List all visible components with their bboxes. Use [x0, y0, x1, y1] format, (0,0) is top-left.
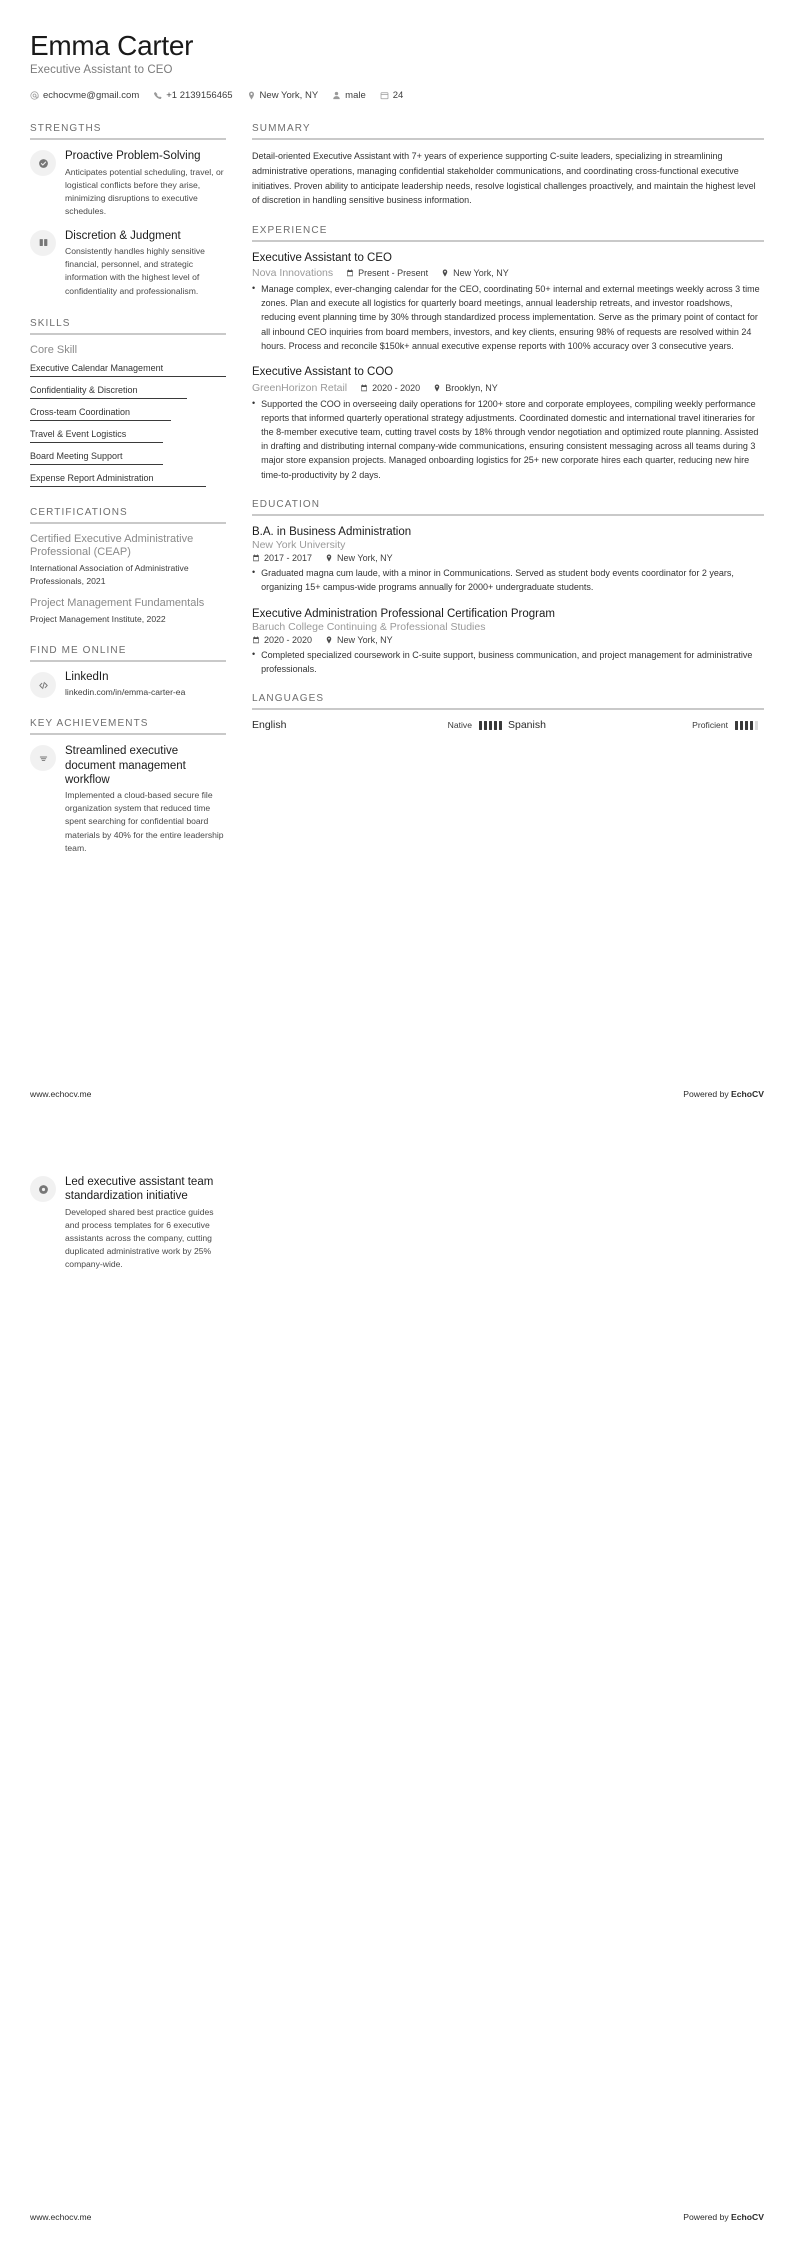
- education-title: Executive Administration Professional Certification Program: [252, 607, 555, 620]
- experience-meta: [252, 382, 764, 394]
- contact-location: [247, 90, 319, 101]
- location-icon: [433, 384, 441, 392]
- footer-powered-by: [683, 2212, 764, 2222]
- footer-powered-prefix: Powered by: [683, 1089, 732, 1099]
- section-languages: [252, 693, 764, 738]
- section-title-find-me-online: FIND ME ONLINE: [30, 645, 127, 657]
- section-key-achievements: [30, 718, 226, 854]
- achievement-item: [30, 744, 226, 854]
- phone-icon: [153, 91, 162, 100]
- education-dates-value: 2017 - 2017: [264, 553, 313, 564]
- check-circle-icon: [30, 150, 56, 176]
- section-divider: [252, 708, 764, 710]
- section-divider: [252, 138, 764, 140]
- email-icon: [30, 91, 39, 100]
- lines-icon: [30, 745, 56, 771]
- skill-item: [30, 473, 226, 487]
- experience-description: [252, 282, 764, 353]
- calendar-icon: [360, 384, 368, 392]
- calendar-icon: [380, 91, 389, 100]
- language-level: Native: [447, 720, 472, 731]
- location-icon: [441, 269, 449, 277]
- experience-location: [441, 268, 509, 278]
- skill-name: Confidentiality & Discretion: [30, 384, 138, 395]
- strength-item: [30, 149, 226, 218]
- section-title-skills: SKILLS: [30, 317, 71, 329]
- section-title-summary: SUMMARY: [252, 123, 311, 135]
- language-name: Spanish: [508, 719, 546, 732]
- experience-location-value: Brooklyn, NY: [445, 382, 498, 393]
- skill-level-bar: [30, 486, 206, 487]
- calendar-icon: [346, 269, 354, 277]
- experience-organization: Nova Innovations: [252, 267, 334, 280]
- skill-item: [30, 385, 226, 399]
- candidate-job-title: Executive Assistant to CEO: [30, 64, 173, 77]
- education-entry: [252, 525, 764, 595]
- page-footer: [30, 2212, 764, 2222]
- footer-brand: EchoCV: [731, 1089, 764, 1099]
- experience-location: [433, 383, 498, 393]
- certification-title: Certified Executive Administrative Professional (CEAP): [30, 532, 194, 559]
- footer-brand: EchoCV: [731, 2212, 764, 2222]
- certification-issuer: International Association of Administrative Professionals, 2021: [30, 563, 189, 586]
- strength-title: Proactive Problem-Solving: [65, 150, 201, 163]
- achievement-title: Led executive assistant team standardization initiative: [65, 1176, 214, 1203]
- section-title-experience: EXPERIENCE: [252, 224, 328, 236]
- education-meta: [252, 635, 764, 645]
- certification-title: Project Management Fundamentals: [30, 597, 205, 610]
- experience-dates-value: 2020 - 2020: [372, 382, 421, 393]
- section-title-key-achievements: KEY ACHIEVEMENTS: [30, 718, 149, 730]
- education-dates: [252, 635, 312, 645]
- experience-entry: [252, 251, 764, 353]
- section-education: [252, 499, 764, 677]
- education-description-text: Graduated magna cum laude, with a minor in Communications. Served as student body events coordinator for 2 years, organizing 15+ campus-wide programs annually for 2000+ undergraduate students.: [261, 568, 734, 593]
- skill-item: [30, 363, 226, 377]
- bullet-dot: •: [252, 397, 256, 408]
- section-title-certifications: CERTIFICATIONS: [30, 506, 128, 518]
- calendar-icon: [252, 636, 260, 644]
- section-divider: [252, 240, 764, 242]
- contact-phone[interactable]: [153, 90, 232, 101]
- contact-email-value: echocvme@gmail.com: [43, 90, 140, 102]
- experience-description-text: Manage complex, ever-changing calendar for the CEO, coordinating 50+ internal and external meetings weekly across 3 time zones. Plan and execute all logistics for quarterly board meetings, annual leadership retreats, and investor roadshows, reducing event planning time by 30% through standardized process implementation. Serve as the primary point of contact for all inbound CEO inquiries from board members, investors, and key clients, ensuring 98% of requests are resolved within 24 hours. Process and reconcile $150k+ annual executive expense reports with 100% accuracy over 3 consecutive years.: [261, 284, 760, 351]
- contact-age-value: 24: [392, 90, 404, 102]
- candidate-name: Emma Carter: [30, 30, 194, 61]
- skill-name: Board Meeting Support: [30, 450, 123, 461]
- contact-gender-value: male: [345, 90, 366, 102]
- contact-gender: [332, 90, 366, 101]
- education-entry: [252, 607, 764, 677]
- experience-title: Executive Assistant to COO: [252, 366, 394, 379]
- contact-email[interactable]: [30, 90, 139, 101]
- contact-location-value: New York, NY: [259, 90, 319, 102]
- education-location-value: New York, NY: [337, 553, 393, 564]
- section-experience: [252, 225, 764, 482]
- section-title-languages: LANGUAGES: [252, 693, 325, 705]
- skill-level-bar: [30, 376, 226, 377]
- experience-title: Executive Assistant to CEO: [252, 251, 392, 264]
- experience-description-text: Supported the COO in overseeing daily operations for 1200+ store and corporate employees, compiling weekly performance reports that informed quarterly operational strategy adjustments. Coordinated domestic and international travel itineraries for the 8-member executive team, cutting travel costs by 18% through vendor negotiation and optimized route planning. Assisted in drafting and distributing internal company-wide communications, ensuring consistent messaging across all teams during 3 major store expansion projects. Managed onboarding logistics for 25+ new corporate hires each quarter, reducing new hire time-to-productivity by 2 days.: [261, 398, 759, 480]
- education-description-text: Completed specialized coursework in C-suite support, business communication, and project management for administrative professionals.: [261, 650, 753, 675]
- section-divider: [30, 522, 226, 524]
- education-organization: Baruch College Continuing & Professional Studies: [252, 621, 486, 634]
- experience-description: [252, 397, 764, 482]
- certification-issuer: Project Management Institute, 2022: [30, 613, 166, 624]
- contact-phone-value: +1 2139156465: [166, 90, 233, 102]
- bullet-dot: •: [252, 567, 256, 578]
- certification-item: [30, 597, 226, 625]
- education-location-value: New York, NY: [337, 635, 393, 646]
- skill-item: [30, 407, 226, 421]
- section-find-me-online: [30, 645, 226, 698]
- education-description: [252, 648, 764, 676]
- skill-name: Executive Calendar Management: [30, 362, 164, 373]
- resume-header: [30, 30, 764, 101]
- skill-level-bar: [30, 398, 187, 399]
- education-description: [252, 566, 764, 594]
- body-columns: [30, 123, 764, 874]
- resume-page-2: [0, 1123, 794, 2246]
- body-columns-page2: [30, 1175, 764, 1282]
- bullet-dot: •: [252, 649, 256, 660]
- section-divider: [30, 733, 226, 735]
- footer-site[interactable]: www.echocv.me: [30, 1089, 92, 1099]
- person-icon: [332, 91, 341, 100]
- languages-grid: [252, 719, 764, 738]
- link-item-linkedin[interactable]: [30, 671, 226, 698]
- footer-site[interactable]: www.echocv.me: [30, 2212, 92, 2222]
- bullet-dot: •: [252, 283, 256, 294]
- section-divider: [30, 138, 226, 140]
- strength-item: [30, 229, 226, 298]
- page-footer: [30, 1089, 764, 1099]
- experience-organization: GreenHorizon Retail: [252, 381, 348, 394]
- link-title: LinkedIn: [65, 671, 109, 684]
- calendar-icon: [252, 554, 260, 562]
- language-level: Proficient: [692, 720, 728, 731]
- skill-level-bar: [30, 464, 163, 465]
- target-icon: [30, 1176, 56, 1202]
- language-rating-dots: [735, 721, 758, 730]
- location-icon: [247, 91, 256, 100]
- skill-level-bar: [30, 420, 171, 421]
- section-title-education: EDUCATION: [252, 498, 321, 510]
- skill-group-name: Core Skill: [30, 343, 78, 356]
- experience-dates: [360, 383, 420, 393]
- skill-name: Travel & Event Logistics: [30, 428, 127, 439]
- section-divider: [252, 514, 764, 516]
- education-title: B.A. in Business Administration: [252, 525, 412, 538]
- achievement-item: [30, 1175, 226, 1271]
- skill-name: Expense Report Administration: [30, 472, 154, 483]
- experience-entry: [252, 365, 764, 482]
- skill-name: Cross-team Coordination: [30, 406, 131, 417]
- left-column: [30, 123, 226, 874]
- skill-item: [30, 429, 226, 443]
- contact-row: [30, 90, 764, 101]
- right-column: [252, 123, 764, 755]
- section-title-strengths: STRENGTHS: [30, 123, 102, 135]
- strength-desc: Consistently handles highly sensitive financial, personnel, and strategic information with the highest level of confidentiality and professionalism.: [65, 246, 205, 296]
- experience-dates: [346, 268, 428, 278]
- education-location: [325, 553, 393, 563]
- education-location: [325, 635, 393, 645]
- skill-level-bar: [30, 442, 163, 443]
- skill-item: [30, 451, 226, 465]
- section-strengths: [30, 123, 226, 297]
- summary-text: Detail-oriented Executive Assistant with 7+ years of experience supporting C-suite leaders, specializing in streamlining administrative operations, managing confidential stakeholder communications, and coordinating cross-functional executive initiatives. Proven ability to anticipate leadership needs, resolve logistical challenges proactively, and maintain the highest level of discretion in handling sensitive business information.: [252, 151, 756, 206]
- link-url: linkedin.com/in/emma-carter-ea: [65, 687, 186, 698]
- section-skills: [30, 318, 226, 487]
- experience-location-value: New York, NY: [453, 268, 509, 279]
- book-icon: [30, 230, 56, 256]
- language-name: English: [252, 719, 287, 732]
- language-item: [252, 719, 508, 731]
- section-certifications: [30, 507, 226, 626]
- education-dates-value: 2020 - 2020: [264, 635, 313, 646]
- achievement-desc: Implemented a cloud-based secure file organization system that reduced time spent searching for confidential board materials by 40% for the entire leadership team.: [65, 790, 224, 853]
- experience-meta: [252, 267, 764, 279]
- location-icon: [325, 554, 333, 562]
- strength-desc: Anticipates potential scheduling, travel, or logistical conflicts before they arise, minimizing disruptions to executive schedules.: [65, 166, 224, 216]
- education-dates: [252, 553, 312, 563]
- footer-powered-by: [683, 1089, 764, 1099]
- section-summary: [252, 123, 764, 207]
- section-divider: [30, 660, 226, 662]
- section-divider: [30, 333, 226, 335]
- language-item: [508, 719, 764, 731]
- contact-age: [380, 90, 404, 101]
- strength-title: Discretion & Judgment: [65, 229, 181, 242]
- achievement-desc: Developed shared best practice guides and process templates for 6 executive assistants across the company, cutting duplicated administrative work by 25% company-wide.: [65, 1206, 214, 1269]
- location-icon: [325, 636, 333, 644]
- language-rating-dots: [479, 721, 502, 730]
- left-column-page2: [30, 1175, 226, 1282]
- achievement-title: Streamlined executive document management workflow: [65, 745, 186, 786]
- education-meta: [252, 553, 764, 563]
- code-icon: [30, 672, 56, 698]
- footer-powered-prefix: Powered by: [683, 2212, 732, 2222]
- experience-dates-value: Present - Present: [358, 268, 429, 279]
- certification-item: [30, 533, 226, 587]
- education-organization: New York University: [252, 539, 346, 552]
